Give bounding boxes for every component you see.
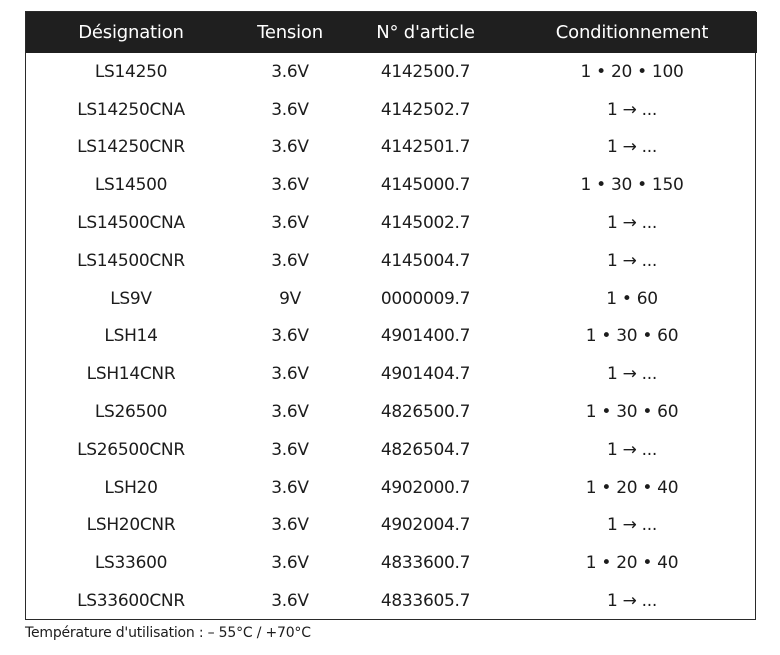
- cell-article-number: 4901400.7: [380, 326, 471, 347]
- table-row: [26, 91, 757, 129]
- cell-packaging: 1 → ...: [607, 250, 657, 271]
- cell-packaging: 1 • 20 • 100: [580, 61, 684, 82]
- cell-article-number: 4833600.7: [380, 553, 471, 574]
- table-header-row: [26, 12, 757, 53]
- cell-designation: LS14250CNA: [77, 99, 185, 120]
- cell-packaging: 1 • 30 • 150: [580, 175, 684, 196]
- header-tension: Tension: [257, 22, 323, 43]
- cell-packaging: 1 → ...: [607, 515, 657, 536]
- cell-packaging: 1 • 60: [606, 288, 658, 309]
- cell-article-number: 0000009.7: [380, 288, 471, 309]
- table-row: [26, 507, 757, 545]
- table-row: [26, 204, 757, 242]
- table-row: [26, 166, 757, 204]
- cell-designation: LS14250: [94, 61, 168, 82]
- cell-tension: 3.6V: [271, 137, 309, 158]
- cell-article-number: 4145000.7: [380, 175, 471, 196]
- cell-designation: LSH14: [104, 326, 158, 347]
- cell-article-number: 4833605.7: [380, 591, 471, 612]
- cell-tension: 3.6V: [271, 326, 309, 347]
- cell-article-number: 4826504.7: [380, 439, 471, 460]
- table-body: [26, 53, 757, 620]
- cell-designation: LS26500: [94, 402, 168, 423]
- cell-packaging: 1 • 20 • 40: [585, 553, 679, 574]
- cell-packaging: 1 • 30 • 60: [585, 326, 679, 347]
- cell-packaging: 1 → ...: [607, 439, 657, 460]
- table-row: [26, 129, 757, 167]
- cell-tension: 3.6V: [271, 402, 309, 423]
- cell-article-number: 4826500.7: [380, 402, 471, 423]
- cell-packaging: 1 → ...: [607, 213, 657, 234]
- cell-designation: LSH20: [104, 477, 158, 498]
- cell-tension: 3.6V: [271, 99, 309, 120]
- table-row: [26, 280, 757, 318]
- cell-packaging: 1 • 20 • 40: [585, 477, 679, 498]
- cell-tension: 9V: [279, 288, 301, 309]
- table-row: [26, 582, 757, 620]
- cell-article-number: 4901404.7: [380, 364, 471, 385]
- cell-article-number: 4142500.7: [380, 61, 471, 82]
- cell-designation: LS14250CNR: [77, 137, 185, 158]
- cell-designation: LS14500CNA: [77, 213, 185, 234]
- operating-temperature-note: Température d'utilisation : – 55°C / +70°C: [25, 625, 311, 641]
- cell-packaging: 1 • 30 • 60: [585, 402, 679, 423]
- cell-packaging: 1 → ...: [607, 591, 657, 612]
- cell-tension: 3.6V: [271, 175, 309, 196]
- table-row: [26, 318, 757, 356]
- cell-tension: 3.6V: [271, 477, 309, 498]
- cell-article-number: 4145002.7: [380, 213, 471, 234]
- cell-article-number: 4145004.7: [380, 250, 471, 271]
- cell-packaging: 1 → ...: [607, 99, 657, 120]
- table-row: [26, 431, 757, 469]
- table-row: [26, 242, 757, 280]
- cell-designation: LSH20CNR: [86, 515, 176, 536]
- cell-tension: 3.6V: [271, 213, 309, 234]
- cell-tension: 3.6V: [271, 250, 309, 271]
- cell-designation: LS33600CNR: [77, 591, 185, 612]
- cell-designation: LSH14CNR: [86, 364, 176, 385]
- product-table-container: [25, 11, 756, 620]
- table-row: [26, 544, 757, 582]
- cell-tension: 3.6V: [271, 553, 309, 574]
- cell-tension: 3.6V: [271, 364, 309, 385]
- cell-article-number: 4142501.7: [380, 137, 471, 158]
- cell-designation: LS26500CNR: [77, 439, 185, 460]
- cell-tension: 3.6V: [271, 591, 309, 612]
- cell-tension: 3.6V: [271, 61, 309, 82]
- cell-packaging: 1 → ...: [607, 137, 657, 158]
- cell-packaging: 1 → ...: [607, 364, 657, 385]
- cell-designation: LS14500: [94, 175, 168, 196]
- header-packaging: Conditionnement: [555, 22, 709, 43]
- cell-designation: LS14500CNR: [77, 250, 185, 271]
- cell-article-number: 4142502.7: [380, 99, 471, 120]
- cell-tension: 3.6V: [271, 515, 309, 536]
- table-header: [26, 12, 757, 53]
- table-row: [26, 355, 757, 393]
- table-row: [26, 53, 757, 91]
- product-table: [26, 12, 757, 620]
- cell-designation: LS9V: [110, 288, 152, 309]
- header-designation: Désignation: [78, 22, 184, 43]
- cell-article-number: 4902000.7: [380, 477, 471, 498]
- cell-designation: LS33600: [94, 553, 168, 574]
- table-row: [26, 469, 757, 507]
- table-row: [26, 393, 757, 431]
- header-article-number: N° d'article: [376, 22, 475, 43]
- cell-article-number: 4902004.7: [380, 515, 471, 536]
- cell-tension: 3.6V: [271, 439, 309, 460]
